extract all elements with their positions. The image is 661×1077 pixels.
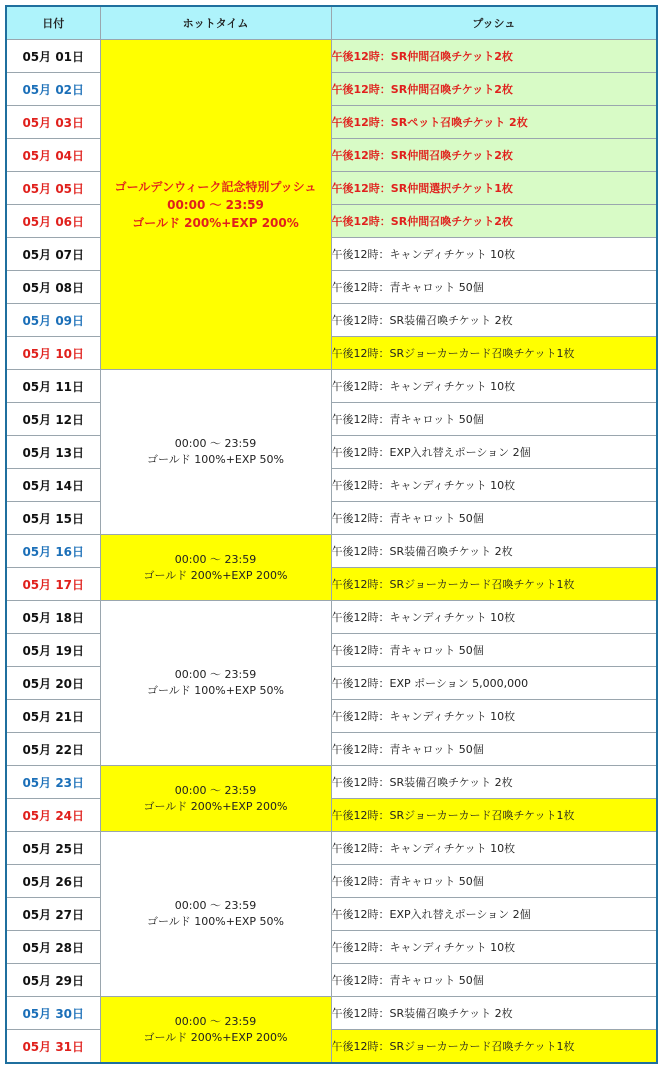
date-cell: 05月 06日 — [6, 205, 100, 238]
push-cell: 午後12時：SR仲間召喚チケット2枚 — [331, 139, 657, 172]
push-cell: 午後12時：SR仲間召喚チケット2枚 — [331, 40, 657, 73]
push-cell: 午後12時：キャンディチケット 10枚 — [331, 700, 657, 733]
date-cell: 05月 25日 — [6, 832, 100, 865]
date-cell: 05月 22日 — [6, 733, 100, 766]
push-cell: 午後12時：SR装備召喚チケット 2枚 — [331, 535, 657, 568]
push-cell: 午後12時：SR装備召喚チケット 2枚 — [331, 304, 657, 337]
push-cell: 午後12時：SRジョーカーカード召喚チケット1枚 — [331, 1030, 657, 1064]
table-row — [6, 370, 657, 403]
date-cell: 05月 18日 — [6, 601, 100, 634]
push-cell: 午後12時：キャンディチケット 10枚 — [331, 832, 657, 865]
date-cell: 05月 05日 — [6, 172, 100, 205]
header-push: プッシュ — [331, 6, 657, 40]
table-row — [6, 601, 657, 634]
date-cell: 05月 24日 — [6, 799, 100, 832]
hottime-cell — [100, 766, 331, 832]
date-cell: 05月 19日 — [6, 634, 100, 667]
header-date: 日付 — [6, 6, 100, 40]
push-cell: 午後12時：青キャロット 50個 — [331, 634, 657, 667]
push-cell: 午後12時：SRジョーカーカード召喚チケット1枚 — [331, 799, 657, 832]
push-cell: 午後12時：青キャロット 50個 — [331, 865, 657, 898]
hottime-cell — [100, 601, 331, 766]
hottime-cell — [100, 535, 331, 601]
date-cell: 05月 15日 — [6, 502, 100, 535]
hottime-special-bonus: ゴールド 200%+EXP 200% — [132, 215, 299, 230]
date-cell: 05月 03日 — [6, 106, 100, 139]
header-hottime: ホットタイム — [100, 6, 331, 40]
push-cell: 午後12時：EXP入れ替えポーション 2個 — [331, 898, 657, 931]
hottime-bonus: ゴールド 100%+EXP 50% — [146, 684, 284, 697]
table-row — [6, 766, 657, 799]
date-cell: 05月 27日 — [6, 898, 100, 931]
push-cell: 午後12時：SRジョーカーカード召喚チケット1枚 — [331, 337, 657, 370]
hottime-bonus: ゴールド 100%+EXP 50% — [146, 453, 284, 466]
date-cell: 05月 31日 — [6, 1030, 100, 1064]
date-cell: 05月 12日 — [6, 403, 100, 436]
push-cell: 午後12時：SR仲間召喚チケット2枚 — [331, 73, 657, 106]
hottime-special-cell — [100, 40, 331, 370]
push-cell: 午後12時：SR仲間召喚チケット2枚 — [331, 205, 657, 238]
date-cell: 05月 29日 — [6, 964, 100, 997]
hottime-time: 00:00 ～ 23:59 — [174, 1014, 257, 1028]
date-cell: 05月 28日 — [6, 931, 100, 964]
push-cell: 午後12時：SR装備召喚チケット 2枚 — [331, 997, 657, 1030]
push-cell: 午後12時：青キャロット 50個 — [331, 403, 657, 436]
hottime-time: 00:00 ～ 23:59 — [174, 437, 257, 450]
push-cell: 午後12時：キャンディチケット 10枚 — [331, 370, 657, 403]
push-cell: 午後12時：SRジョーカーカード召喚チケット1枚 — [331, 568, 657, 601]
hottime-time: 00:00 ～ 23:59 — [174, 899, 257, 912]
hottime-time: 00:00 ～ 23:59 — [174, 668, 257, 681]
table-row — [6, 997, 657, 1030]
date-cell: 05月 01日 — [6, 40, 100, 73]
push-cell: 午後12時：キャンディチケット 10枚 — [331, 931, 657, 964]
date-cell: 05月 30日 — [6, 997, 100, 1030]
event-schedule-table — [5, 5, 658, 1064]
hottime-bonus: ゴールド 200%+EXP 200% — [143, 799, 288, 813]
date-cell: 05月 10日 — [6, 337, 100, 370]
date-cell: 05月 02日 — [6, 73, 100, 106]
date-cell: 05月 14日 — [6, 469, 100, 502]
date-cell: 05月 20日 — [6, 667, 100, 700]
table-row — [6, 832, 657, 865]
push-cell: 午後12時：キャンディチケット 10枚 — [331, 469, 657, 502]
date-cell: 05月 09日 — [6, 304, 100, 337]
date-cell: 05月 04日 — [6, 139, 100, 172]
hottime-special-time: 00:00 ～ 23:59 — [167, 197, 264, 212]
date-cell: 05月 08日 — [6, 271, 100, 304]
date-cell: 05月 26日 — [6, 865, 100, 898]
table-row — [6, 535, 657, 568]
date-cell: 05月 23日 — [6, 766, 100, 799]
hottime-time: 00:00 ～ 23:59 — [174, 552, 257, 566]
push-cell: 午後12時：キャンディチケット 10枚 — [331, 238, 657, 271]
date-cell: 05月 17日 — [6, 568, 100, 601]
hottime-bonus: ゴールド 200%+EXP 200% — [143, 568, 288, 582]
date-cell: 05月 11日 — [6, 370, 100, 403]
push-cell: 午後12時：青キャロット 50個 — [331, 271, 657, 304]
date-cell: 05月 16日 — [6, 535, 100, 568]
table-row — [6, 40, 657, 73]
date-cell: 05月 13日 — [6, 436, 100, 469]
header-row — [6, 6, 657, 40]
date-cell: 05月 21日 — [6, 700, 100, 733]
hottime-bonus: ゴールド 100%+EXP 50% — [146, 915, 284, 928]
push-cell: 午後12時：SRペット召喚チケット 2枚 — [331, 106, 657, 139]
push-cell: 午後12時：SR仲間選択チケット1枚 — [331, 172, 657, 205]
push-cell: 午後12時：青キャロット 50個 — [331, 733, 657, 766]
hottime-bonus: ゴールド 200%+EXP 200% — [143, 1030, 288, 1044]
push-cell: 午後12時：キャンディチケット 10枚 — [331, 601, 657, 634]
hottime-cell — [100, 832, 331, 997]
push-cell: 午後12時：EXP入れ替えポーション 2個 — [331, 436, 657, 469]
date-cell: 05月 07日 — [6, 238, 100, 271]
push-cell: 午後12時：青キャロット 50個 — [331, 502, 657, 535]
push-cell: 午後12時：青キャロット 50個 — [331, 964, 657, 997]
hottime-time: 00:00 ～ 23:59 — [174, 783, 257, 797]
push-cell: 午後12時：SR装備召喚チケット 2枚 — [331, 766, 657, 799]
hottime-cell — [100, 997, 331, 1064]
hottime-special-title: ゴールデンウィーク記念特別プッシュ — [114, 179, 317, 194]
hottime-cell — [100, 370, 331, 535]
push-cell: 午後12時：EXP ポーション 5,000,000 — [331, 667, 657, 700]
